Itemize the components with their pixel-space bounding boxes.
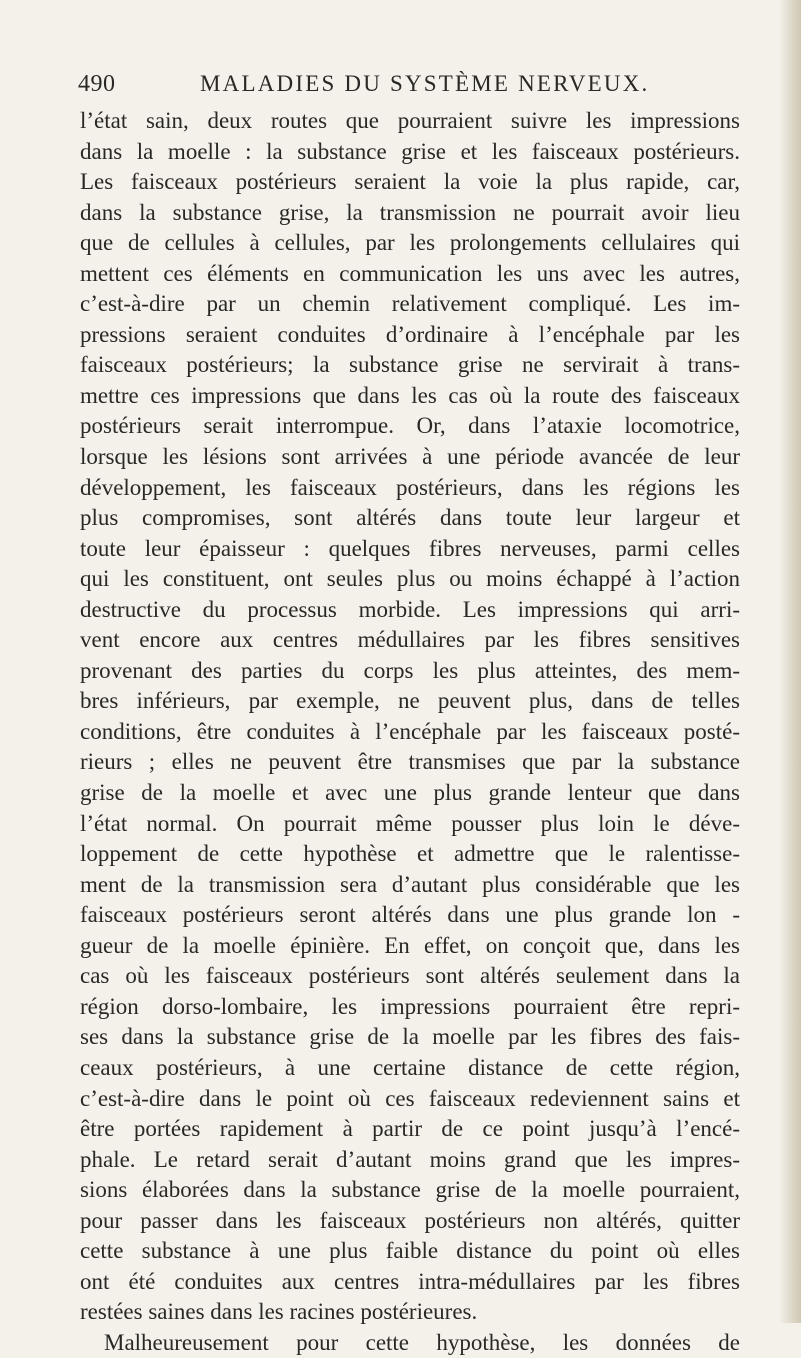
text-line: région dorso-lombaire, les impressions pourraient être repri-: [80, 993, 740, 1019]
text-line: conditions, être conduites à l’encéphale par les faisceaux posté-: [80, 718, 740, 744]
text-line-paragraph-start: Malheureusement pour cette hypothèse, les données de: [104, 1329, 740, 1355]
text-line: mettre ces impressions que dans les cas où la route des faisceaux: [80, 382, 740, 408]
text-line: être portées rapidement à partir de ce point jusqu’à l’encé-: [80, 1116, 740, 1142]
text-line: grise de la moelle et avec une plus grande lenteur que dans: [80, 780, 740, 806]
text-line: pressions seraient conduites d’ordinaire à l’encéphale par les: [80, 321, 740, 347]
text-line: sions élaborées dans la substance grise de la moelle pourraient,: [80, 1177, 740, 1203]
text-line: postérieurs serait interrompue. Or, dans l’ataxie locomotrice,: [80, 413, 740, 439]
page-number: 490: [78, 71, 116, 97]
text-line: ont été conduites aux centres intra-médullaires par les fibres: [80, 1268, 740, 1294]
text-line: destructive du processus morbide. Les impressions qui arri-: [80, 596, 740, 622]
text-line: phale. Le retard serait d’autant moins grand que les impres-: [80, 1146, 740, 1172]
text-line: provenant des parties du corps les plus atteintes, des mem-: [80, 657, 740, 683]
text-line: vent encore aux centres médullaires par les fibres sensitives: [80, 627, 740, 653]
text-line: rieurs ; elles ne peuvent être transmises que par la substance: [80, 749, 740, 775]
text-line: ceaux postérieurs, à une certaine distance de cette région,: [80, 1054, 740, 1080]
running-title: MALADIES DU SYSTÈME NERVEUX.: [200, 71, 650, 96]
text-line: dans la substance grise, la transmission ne pourrait avoir lieu: [80, 199, 740, 225]
text-line: que de cellules à cellules, par les prolongements cellulaires qui: [80, 230, 740, 256]
text-line: lorsque les lésions sont arrivées à une période avancée de leur: [80, 444, 740, 470]
text-line: qui les constituent, ont seules plus ou moins échappé à l’action: [80, 566, 740, 592]
text-line: cette substance à une plus faible distance du point où elles: [80, 1238, 740, 1264]
text-line: loppement de cette hypothèse et admettre que le ralentisse-: [80, 841, 740, 867]
text-line: cas où les faisceaux postérieurs sont altérés seulement dans la: [80, 963, 740, 989]
text-line-paragraph-end: restées saines dans les racines postérieures.: [80, 1299, 478, 1325]
text-line: bres inférieurs, par exemple, ne peuvent plus, dans de telles: [80, 688, 740, 714]
text-line: ment de la transmission sera d’autant plus considérable que les: [80, 871, 740, 897]
body-text: [80, 106, 740, 1358]
text-line: faisceaux postérieurs; la substance grise ne servirait à trans-: [80, 352, 740, 378]
text-line: l’état normal. On pourrait même pousser plus loin le déve-: [80, 810, 740, 836]
page-header: [78, 66, 738, 102]
text-line: pour passer dans les faisceaux postérieurs non altérés, quitter: [80, 1207, 740, 1233]
text-line: Les faisceaux postérieurs seraient la voie la plus rapide, car,: [80, 169, 740, 195]
page-edge-shadow: [779, 0, 801, 1323]
text-line: toute leur épaisseur : quelques fibres nerveuses, parmi celles: [80, 535, 740, 561]
text-line: plus compromises, sont altérés dans toute leur largeur et: [80, 505, 740, 531]
text-line: faisceaux postérieurs seront altérés dans une plus grande lon -: [80, 902, 740, 928]
text-line: développement, les faisceaux postérieurs, dans les régions les: [80, 474, 740, 500]
text-line: gueur de la moelle épinière. En effet, on conçoit que, dans les: [80, 932, 740, 958]
text-line: c’est-à-dire par un chemin relativement compliqué. Les im-: [80, 291, 740, 317]
text-line: c’est-à-dire dans le point où ces faisceaux redeviennent sains et: [80, 1085, 740, 1111]
text-line: mettent ces éléments en communication les uns avec les autres,: [80, 260, 740, 286]
text-line: dans la moelle : la substance grise et les faisceaux postérieurs.: [80, 138, 740, 164]
text-line: ses dans la substance grise de la moelle par les fibres des fais-: [80, 1024, 740, 1050]
text-line: l’état sain, deux routes que pourraient suivre les impressions: [80, 108, 740, 133]
